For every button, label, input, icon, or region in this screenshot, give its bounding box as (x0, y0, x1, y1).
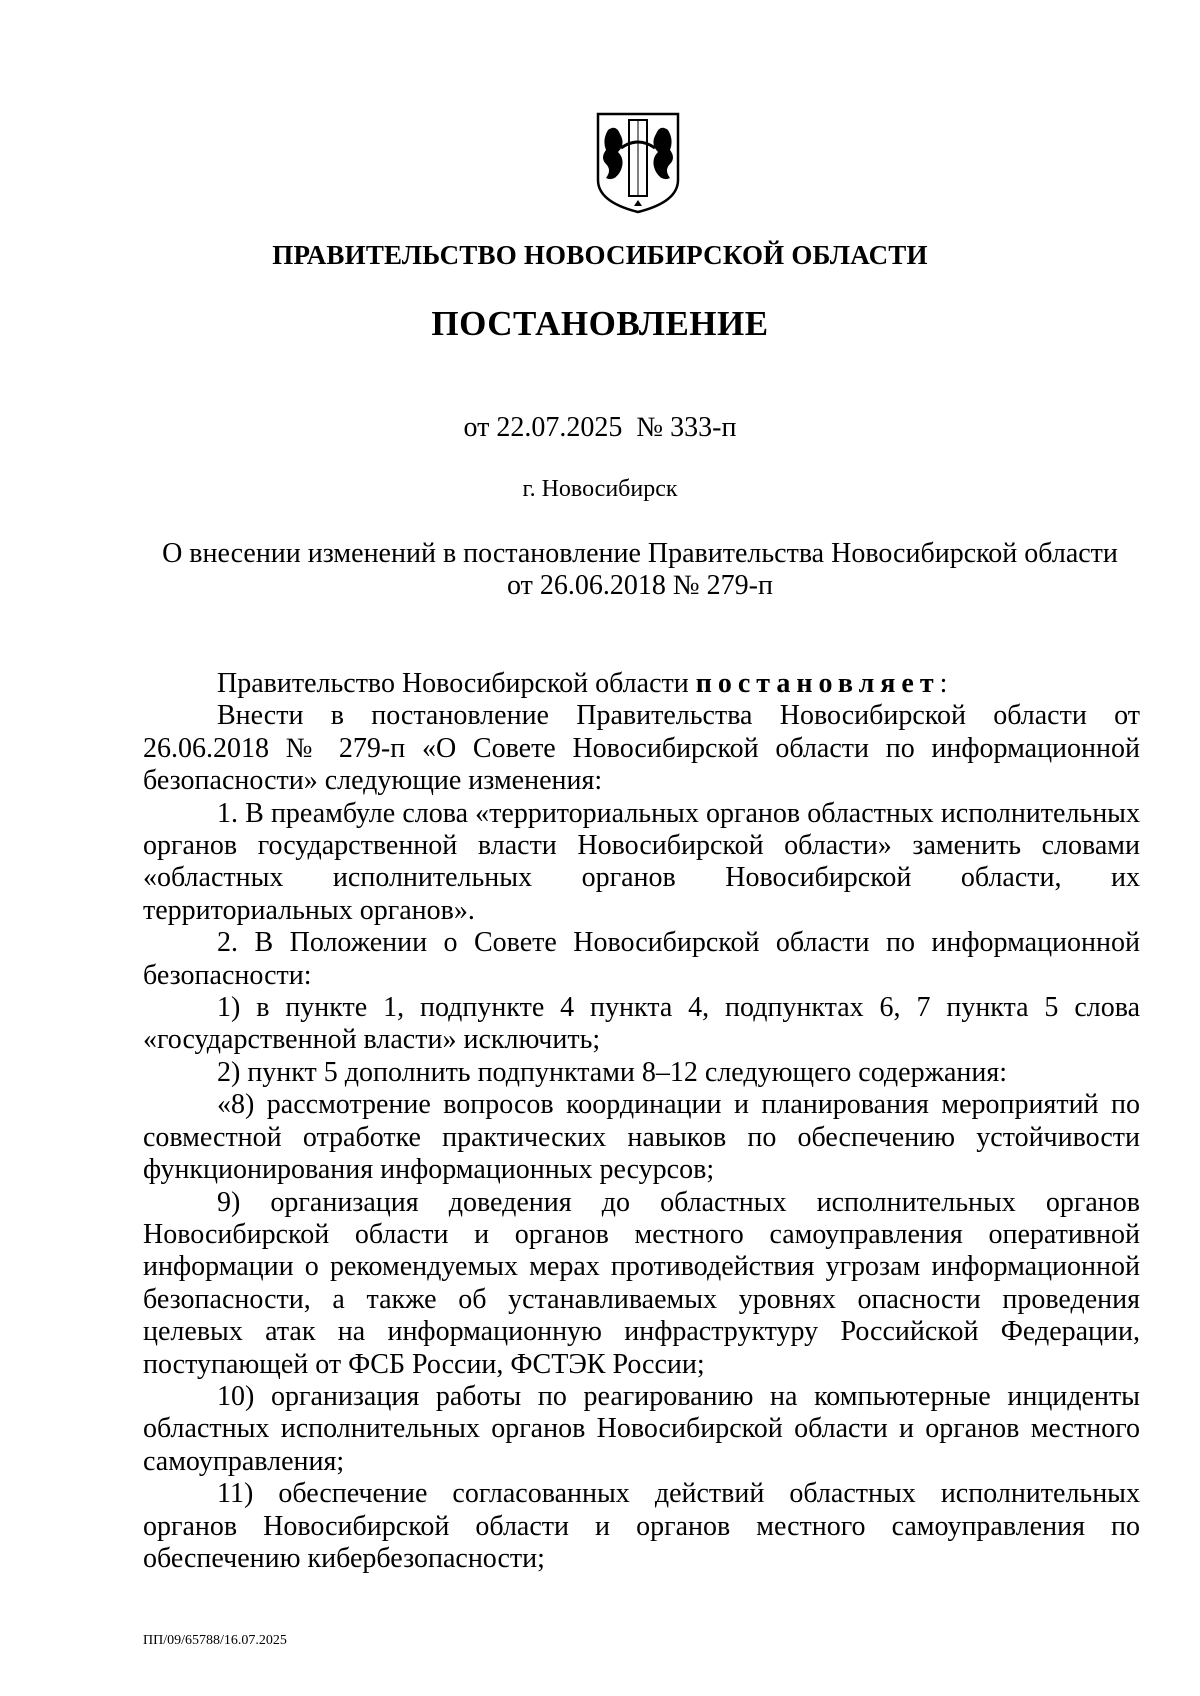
body-paragraph: Внести в постановление Правительства Новосибирской области от 26.06.2018 № 279-п «О Совете Новосибирской области по информационной безопасности» следующие изменения: (143, 700, 1140, 797)
body-paragraph: 11) обеспечение согласованных действий областных исполнительных органов Новосибирской области и органов местного самоуправления по обеспечению кибербезопасности; (143, 1478, 1140, 1574)
body-paragraph: 1) в пункте 1, подпункте 4 пункта 4, подпунктах 6, 7 пункта 5 слова «государственной власти» исключить; (143, 992, 1140, 1056)
footer-code: ПП/09/65788/16.07.2025 (143, 1633, 287, 1648)
subject-line-2: от 26.06.2018 № 279-п (507, 570, 773, 601)
subject-line-1: О внесении изменений в постановление Правительства Новосибирской области (162, 538, 1118, 569)
body-paragraph: 1. В преамбуле слова «территориальных органов областных исполнительных органов государственной власти Новосибирской области» заменить словами «областных исполнительных органов Новосибирской области, их территориальных органов». (143, 797, 1140, 926)
body-paragraph: 10) организация работы по реагированию на компьютерные инциденты областных исполнительных органов Новосибирской области и органов местного самоуправления; (143, 1380, 1140, 1477)
resolves-paragraph (143, 668, 1140, 700)
body-paragraph: «8) рассмотрение вопросов координации и планирования мероприятий по совместной отработке практических навыков по обеспечению устойчивости функционирования информационных ресурсов; (143, 1089, 1140, 1186)
body-paragraph: 2. В Положении о Совете Новосибирской области по информационной безопасности: (143, 927, 1140, 991)
document-type: ПОСТАНОВЛЕНИЕ (431, 304, 769, 343)
document-body (143, 668, 1140, 1575)
body-paragraph: 9) организация доведения до областных исполнительных органов Новосибирской области и органов местного самоуправления оперативной информации о рекомендуемых мерах противодействия угрозам информационной безопасности, а также об устанавливаемых уровнях опасности проведения целевых атак на информационную инфраструктуру Российской Федерации, поступающей от ФСБ России, ФСТЭК России; (143, 1186, 1140, 1380)
government-name: ПРАВИТЕЛЬСТВО НОВОСИБИРСКОЙ ОБЛАСТИ (272, 240, 928, 270)
resolves-lead: Правительство Новосибирской области (217, 668, 696, 699)
document-subject (150, 538, 1130, 602)
resolves-word: постановляет (695, 668, 940, 699)
resolves-tail: : (939, 668, 948, 699)
date-number: от 22.07.2025 № 333-п (463, 412, 737, 443)
body-paragraph: 2) пункт 5 дополнить подпунктами 8–12 следующего содержания: (217, 1056, 1008, 1088)
city: г. Новосибирск (522, 476, 678, 502)
coat-of-arms-icon (594, 110, 682, 214)
